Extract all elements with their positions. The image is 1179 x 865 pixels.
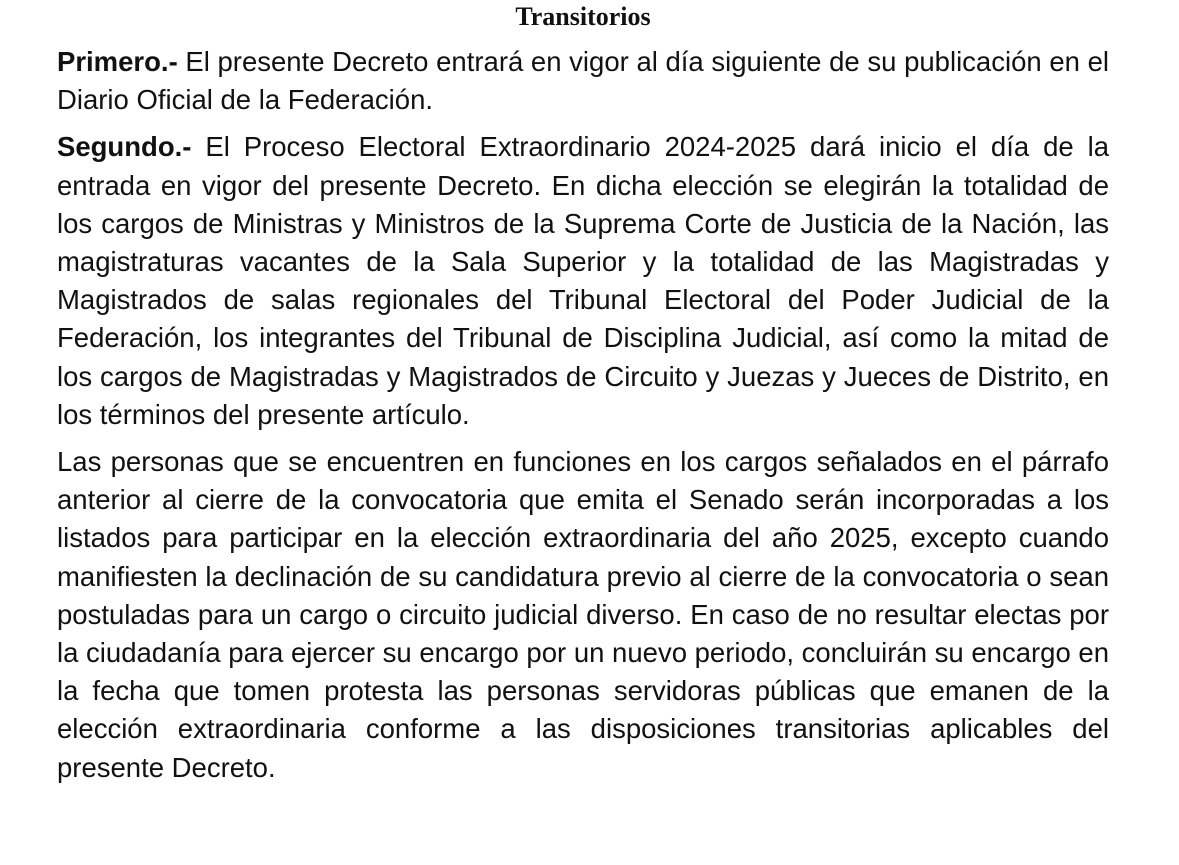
- paragraph-lead: Segundo.-: [57, 131, 192, 163]
- paragraph-lead: Primero.-: [57, 46, 178, 77]
- paragraph-primero: [57, 43, 1109, 119]
- document-page: [57, 0, 1109, 787]
- paragraph-text: Las personas que se encuentren en funciones en los cargos señalados en el párrafo anterior al cierre de la convocatoria que emita el Senado serán incorporadas a los listados para participar en la elección extraordinaria del año 2025, excepto cuando manifiesten la declinación de su candidatura previo al cierre de la convocatoria o sean postuladas para un cargo o circuito judicial diverso. En caso de no resultar electas por la ciudadanía para ejercer su encargo por un nuevo periodo, concluirán su encargo en la fecha que tomen protesta las personas servidoras públicas que emanen de la elección extraordinaria conforme a las disposiciones transitorias aplicables del presente Decreto.: [57, 446, 1109, 783]
- paragraph-segundo: [57, 128, 1109, 434]
- paragraph-segundo-continued: [57, 443, 1109, 787]
- paragraph-text: El Proceso Electoral Extraordinario 2024-2025 dará inicio el día de la entrada en vigor del presente Decreto. En dicha elección se elegirán la totalidad de los cargos de Ministras y Ministros de la Suprema Corte de Justicia de la Nación, las magistraturas vacantes de la Sala Superior y la totalidad de las Magistradas y Magistrados de salas regionales del Tribunal Electoral del Poder Judicial de la Federación, los integrantes del Tribunal de Disciplina Judicial, así como la mitad de los cargos de Magistradas y Magistrados de Circuito y Juezas y Jueces de Distrito, en los términos del presente artículo.: [57, 131, 1109, 430]
- paragraph-text: El presente Decreto entrará en vigor al día siguiente de su publicación en el Diario Oficial de la Federación.: [57, 46, 1109, 116]
- section-heading: Transitorios: [515, 2, 651, 31]
